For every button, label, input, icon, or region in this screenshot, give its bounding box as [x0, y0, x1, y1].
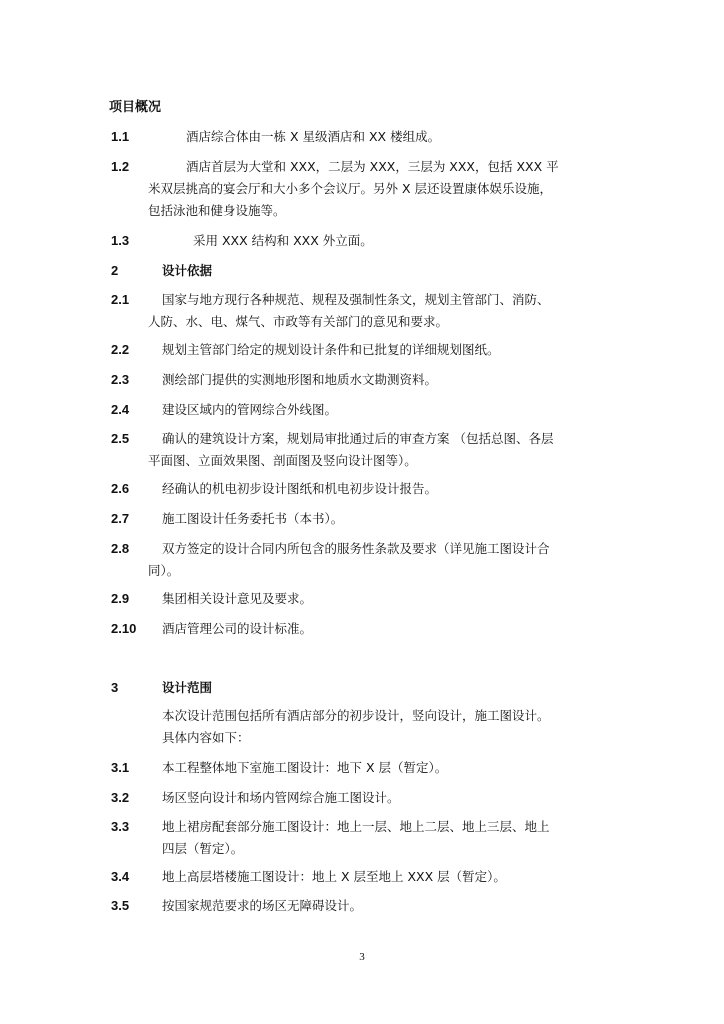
- item-text-line: 确认的建筑设计方案，规划局审批通过后的审查方案 （包括总图、各层: [162, 431, 554, 446]
- item-text-line: 地上高层塔楼施工图设计：地上 X 层至地上 XXX 层（暂定）。: [162, 869, 506, 884]
- item-number: 1.1: [111, 129, 130, 144]
- section-title-text: 设计范围: [162, 680, 213, 695]
- item-text-line: 酒店首层为大堂和 XXX，二层为 XXX，三层为 XXX，包括 XXX 平: [186, 159, 559, 174]
- item-number: 3.2: [111, 790, 130, 805]
- item-number: 1.2: [111, 159, 130, 174]
- item-text-line: 集团相关设计意见及要求。: [162, 591, 313, 606]
- item-text-line: 酒店综合体由一栋 X 星级酒店和 XX 楼组成。: [186, 129, 441, 144]
- item-number: 2.7: [111, 511, 130, 526]
- item-number: 3.1: [111, 760, 130, 775]
- page-number: 3: [359, 951, 365, 963]
- section-heading: 项目概况: [109, 100, 162, 115]
- item-text-line: 双方签定的设计合同内所包含的服务性条款及要求（详见施工图设计合: [162, 541, 550, 556]
- item-text-line: 按国家规范要求的场区无障碍设计。: [162, 898, 363, 913]
- item-text-line: 施工图设计任务委托书（本书）。: [162, 511, 344, 526]
- item-text-line: 本工程整体地下室施工图设计：地下 X 层（暂定）。: [162, 760, 448, 775]
- item-number: 2.5: [111, 431, 130, 446]
- item-number: 3.4: [111, 869, 130, 884]
- item-text-line: 地上裙房配套部分施工图设计：地上一层、地上二层、地上三层、地上: [162, 819, 550, 834]
- item-text-line: 具体内容如下：: [162, 730, 250, 745]
- item-text-line: 建设区域内的管网综合外线图。: [162, 402, 338, 417]
- item-number: 2.8: [111, 541, 130, 556]
- item-number: 2.4: [111, 402, 130, 417]
- section-title-text: 设计依据: [162, 263, 213, 278]
- item-text-line: 采用 XXX 结构和 XXX 外立面。: [193, 233, 373, 248]
- item-number: 3: [111, 680, 119, 695]
- item-number: 2.1: [111, 292, 130, 307]
- item-text-line: 四层（暂定）。: [162, 841, 244, 856]
- item-number: 2.9: [111, 591, 130, 606]
- item-text-line: 酒店管理公司的设计标准。: [162, 621, 313, 636]
- item-text-line: 平面图、立面效果图、剖面图及竖向设计图等）。: [148, 453, 417, 468]
- item-text-line: 规划主管部门给定的规划设计条件和已批复的详细规划图纸。: [162, 342, 500, 357]
- item-number: 2: [111, 263, 119, 278]
- item-text-line: 人防、水、电、煤气、市政等有关部门的意见和要求。: [148, 314, 449, 329]
- item-number: 3.3: [111, 819, 130, 834]
- item-number: 3.5: [111, 898, 130, 913]
- item-text-line: 米双层挑高的宴会厅和大小多个会议厅。另外 X 层还设置康体娱乐设施，: [148, 181, 553, 196]
- item-text-line: 测绘部门提供的实测地形图和地质水文勘测资料。: [162, 372, 438, 387]
- item-text-line: 经确认的机电初步设计图纸和机电初步设计报告。: [162, 481, 438, 496]
- item-number: 2.3: [111, 372, 130, 387]
- item-text-line: 国家与地方现行各种规范、规程及强制性条文，规划主管部门、消防、: [162, 292, 550, 307]
- item-text-line: 包括泳池和健身设施等。: [148, 203, 286, 218]
- item-number: 2.6: [111, 481, 130, 496]
- item-number: 2.2: [111, 342, 130, 357]
- item-number: 1.3: [111, 233, 130, 248]
- item-text-line: 同）。: [148, 563, 180, 578]
- item-text-line: 本次设计范围包括所有酒店部分的初步设计，竖向设计，施工图设计。: [162, 708, 550, 723]
- item-number: 2.10: [111, 621, 137, 636]
- item-text-line: 场区竖向设计和场内管网综合施工图设计。: [162, 790, 400, 805]
